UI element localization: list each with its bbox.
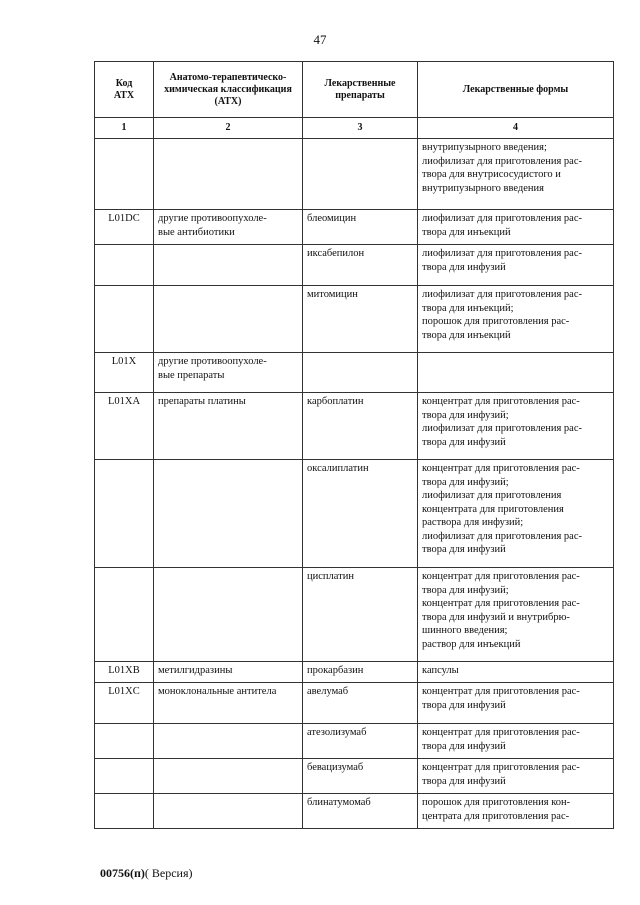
atx-code-cell	[95, 139, 154, 210]
dosage-forms-cell: лиофилизат для приготовления рас- твора для инъекций	[418, 210, 614, 245]
atx-code-cell: L01XA	[95, 393, 154, 460]
column-number: 4	[418, 118, 614, 139]
document-code-number: 00756(п)	[100, 866, 145, 880]
table-row	[95, 460, 614, 568]
dosage-forms-cell: концентрат для приготовления рас- твора для инфузий; концентрат для приготовления рас- твора для инфузий и внутрибрю- шинного введения; раствор для инъекций	[418, 568, 614, 662]
header-atx-classification: Анатомо-терапевтическо- химическая классификация (АТХ)	[154, 62, 303, 118]
atx-code-cell: L01DC	[95, 210, 154, 245]
dosage-forms-cell: лиофилизат для приготовления рас- твора для инфузий	[418, 245, 614, 286]
column-number: 1	[95, 118, 154, 139]
drug-cell: блеомицин	[303, 210, 418, 245]
dosage-forms-cell	[418, 353, 614, 393]
drug-cell: митомицин	[303, 286, 418, 353]
drug-cell: атезолизумаб	[303, 724, 418, 759]
drug-cell: карбоплатин	[303, 393, 418, 460]
atx-code-cell	[95, 460, 154, 568]
atx-code-cell	[95, 759, 154, 794]
atx-code-cell	[95, 286, 154, 353]
table-row	[95, 724, 614, 759]
classification-cell	[154, 759, 303, 794]
header-drugs: Лекарственные препараты	[303, 62, 418, 118]
table-row	[95, 568, 614, 662]
drug-cell: иксабепилон	[303, 245, 418, 286]
column-number: 2	[154, 118, 303, 139]
atx-code-cell	[95, 794, 154, 829]
drug-cell: прокарбазин	[303, 662, 418, 683]
dosage-forms-cell: лиофилизат для приготовления рас- твора для инъекций; порошок для приготовления рас- твора для инъекций	[418, 286, 614, 353]
table-row	[95, 759, 614, 794]
header-dosage-forms: Лекарственные формы	[418, 62, 614, 118]
drug-cell: блинатумомаб	[303, 794, 418, 829]
atx-code-cell	[95, 568, 154, 662]
table-header-row	[95, 62, 614, 118]
page-number: 47	[313, 32, 327, 47]
document-code	[100, 866, 193, 881]
drug-cell: авелумаб	[303, 683, 418, 724]
dosage-forms-cell: концентрат для приготовления рас- твора для инфузий	[418, 759, 614, 794]
classification-cell	[154, 139, 303, 210]
classification-cell	[154, 286, 303, 353]
drug-cell: оксалиплатин	[303, 460, 418, 568]
drug-cell: цисплатин	[303, 568, 418, 662]
drug-cell	[303, 353, 418, 393]
classification-cell: другие противоопухоле- вые препараты	[154, 353, 303, 393]
dosage-forms-cell: концентрат для приготовления рас- твора для инфузий	[418, 724, 614, 759]
atx-code-cell: L01X	[95, 353, 154, 393]
table-row	[95, 139, 614, 210]
dosage-forms-cell: концентрат для приготовления рас- твора для инфузий; лиофилизат для приготовления рас- твора для инфузий	[418, 393, 614, 460]
classification-cell: препараты платины	[154, 393, 303, 460]
atx-code-cell	[95, 724, 154, 759]
classification-cell: метилгидразины	[154, 662, 303, 683]
table-row	[95, 393, 614, 460]
table-row	[95, 210, 614, 245]
classification-cell	[154, 460, 303, 568]
atx-code-cell: L01XB	[95, 662, 154, 683]
classification-cell	[154, 794, 303, 829]
classification-cell	[154, 724, 303, 759]
header-atx-code: Код АТХ	[95, 62, 154, 118]
table-row	[95, 794, 614, 829]
document-version-label: ( Версия)	[144, 866, 193, 880]
column-number-row	[95, 118, 614, 139]
atx-code-cell: L01XC	[95, 683, 154, 724]
dosage-forms-cell: концентрат для приготовления рас- твора для инфузий	[418, 683, 614, 724]
dosage-forms-cell: концентрат для приготовления рас- твора для инфузий; лиофилизат для приготовления концентрата для приготовления раствора для инфузий; лиофилизат для приготовления рас- твора для инфузий	[418, 460, 614, 568]
classification-cell	[154, 568, 303, 662]
drug-cell	[303, 139, 418, 210]
dosage-forms-cell: порошок для приготовления кон- центрата для приготовления рас-	[418, 794, 614, 829]
dosage-forms-cell: капсулы	[418, 662, 614, 683]
classification-cell	[154, 245, 303, 286]
table-row	[95, 286, 614, 353]
atx-code-cell	[95, 245, 154, 286]
table-row	[95, 662, 614, 683]
table-row	[95, 245, 614, 286]
drug-cell: бевацизумаб	[303, 759, 418, 794]
table-row	[95, 683, 614, 724]
classification-cell: моноклональные антитела	[154, 683, 303, 724]
dosage-forms-cell: внутрипузырного введения; лиофилизат для приготовления рас- твора для внутрисосудистого и внутрипузырного введения	[418, 139, 614, 210]
column-number: 3	[303, 118, 418, 139]
table-row	[95, 353, 614, 393]
classification-cell: другие противоопухоле- вые антибиотики	[154, 210, 303, 245]
atx-table	[94, 61, 614, 829]
